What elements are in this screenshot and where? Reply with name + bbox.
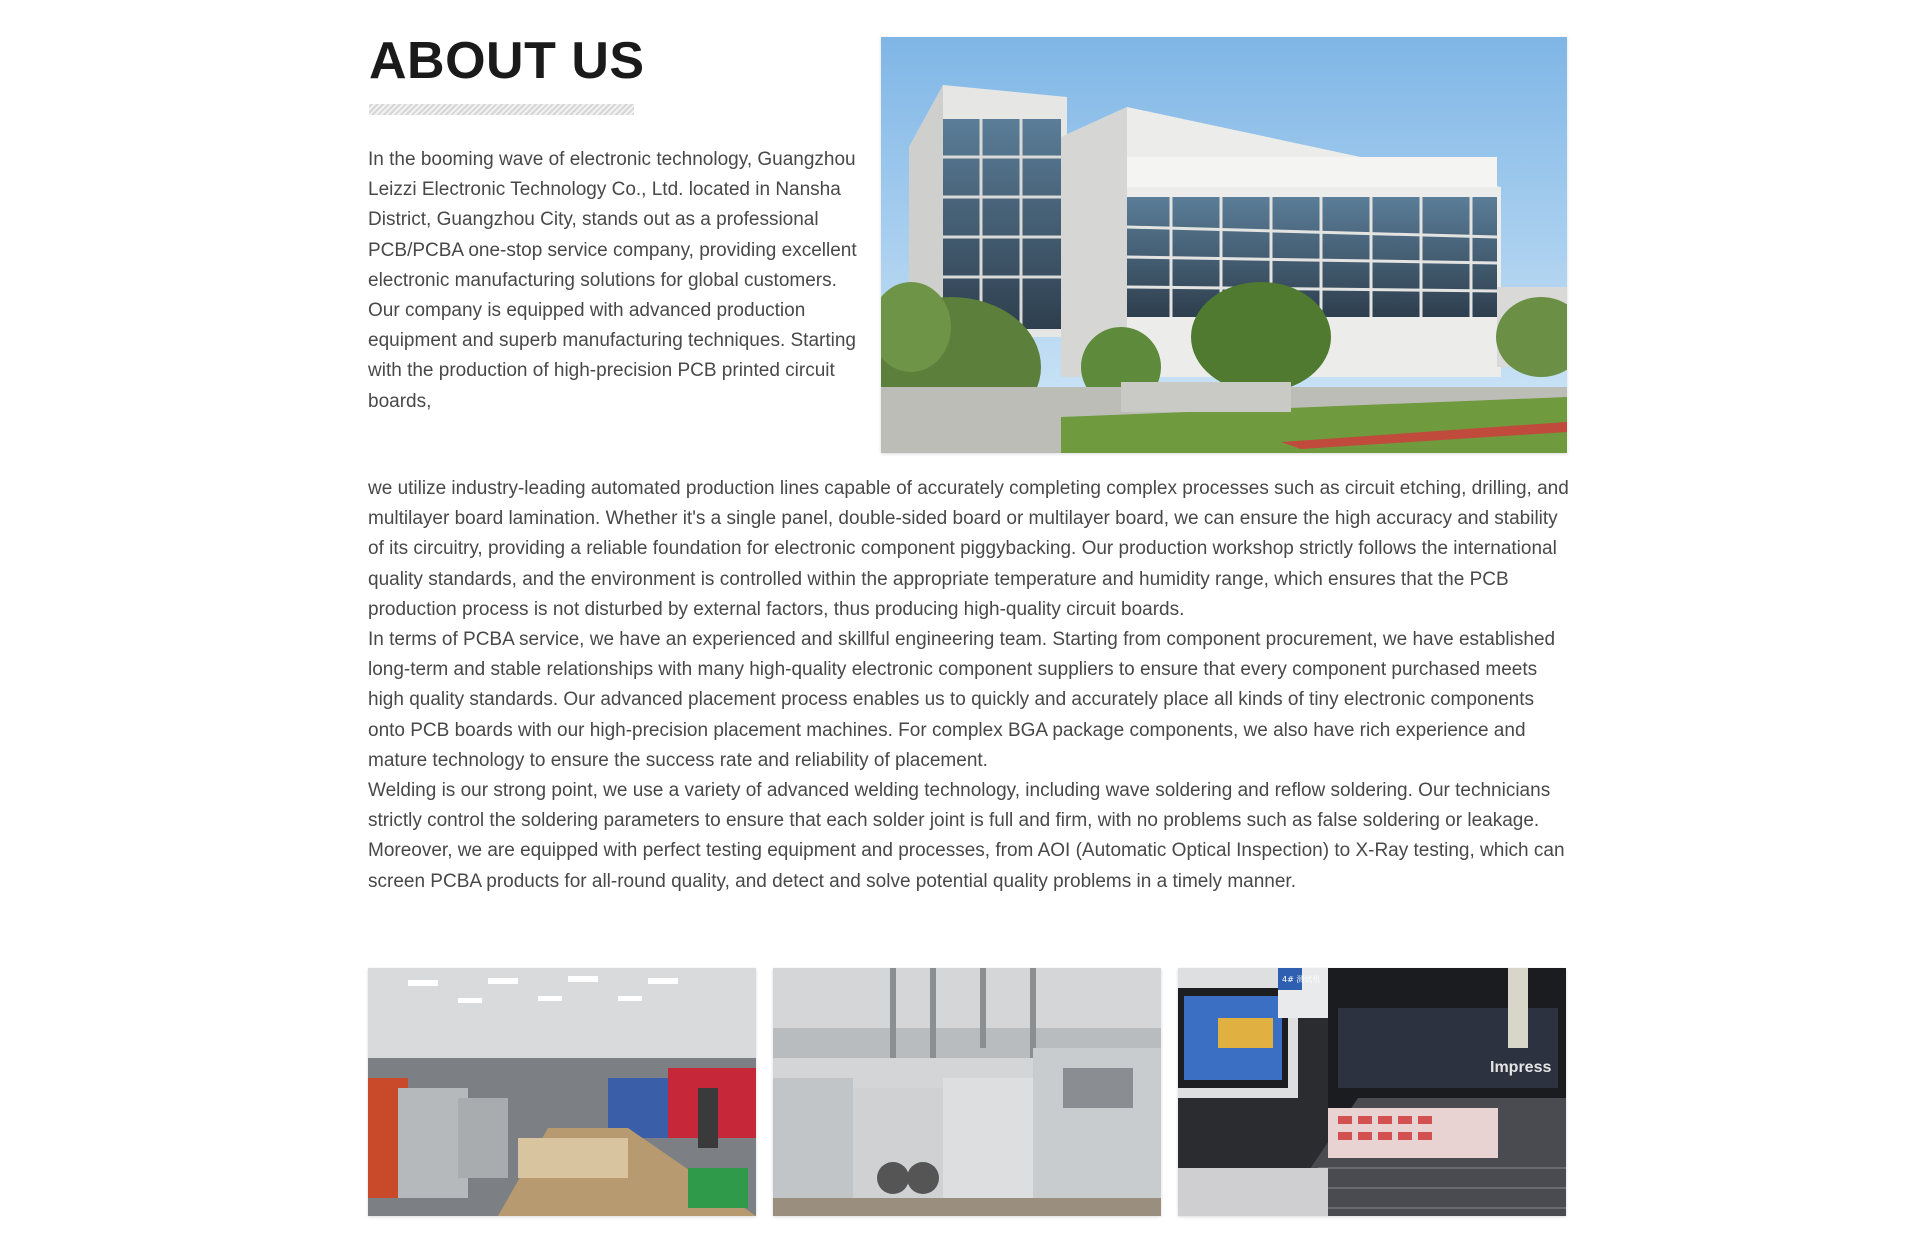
workshop-photo	[368, 968, 756, 1216]
title-underline-decoration	[369, 104, 634, 115]
production-line-photo	[773, 968, 1161, 1216]
impress-machine-photo	[1178, 968, 1566, 1216]
machine-brand-label: Impress	[1490, 1059, 1552, 1076]
body-paragraph-1: we utilize industry-leading automated production lines capable of accurately completing complex processes such as circuit etching, drilling, and multilayer board lamination. Whether it's a single panel, double-sided board or multilayer board, we can ensure the high accuracy and stability of its circuitry, providing a reliable foundation for electronic component piggybacking. Our production workshop strictly follows the international quality standards, and the environment is controlled within the appropriate temperature and humidity range, which ensures that the PCB production process is not disturbed by external factors, thus producing high-quality circuit boards.	[368, 478, 1569, 620]
body-paragraph-3: Welding is our strong point, we use a variety of advanced welding technology, including wave soldering and reflow soldering. Our technicians strictly control the soldering parameters to ensure that each solder joint is full and firm, with no problems such as false soldering or leakage. Moreover, we are equipped with perfect testing equipment and processes, from AOI (Automatic Optical Inspection) to X-Ray testing, which can screen PCBA products for all-round quality, and detect and solve potential quality problems in a timely manner.	[368, 780, 1565, 892]
intro-paragraph-2: Our company is equipped with advanced production equipment and superb manufacturing techniques. Starting with the production of high-precision PCB printed circuit boards,	[368, 300, 856, 412]
company-building-image	[881, 37, 1567, 453]
body-paragraph-2: In terms of PCBA service, we have an experienced and skillful engineering team. Starting from component procurement, we have established long-term and stable relationships with many high-quality electronic component suppliers to ensure that every component purchased meets high quality standards. Our advanced placement process enables us to quickly and accurately place all kinds of tiny electronic components onto PCB boards with our high-precision placement machines. For complex BGA package components, we also have rich experience and mature technology to ensure the success rate and reliability of placement.	[368, 629, 1556, 771]
body-text	[368, 474, 1572, 897]
intro-text	[368, 145, 868, 417]
machine-tag-label: 4# 测试机	[1282, 975, 1321, 984]
intro-paragraph-1: In the booming wave of electronic technology, Guangzhou Leizzi Electronic Technology Co., Ltd. located in Nansha District, Guangzhou City, stands out as a professional PCB/PCBA one-stop service company, providing excellent electronic manufacturing solutions for global customers.	[368, 149, 857, 291]
page-title: ABOUT US	[369, 32, 645, 90]
